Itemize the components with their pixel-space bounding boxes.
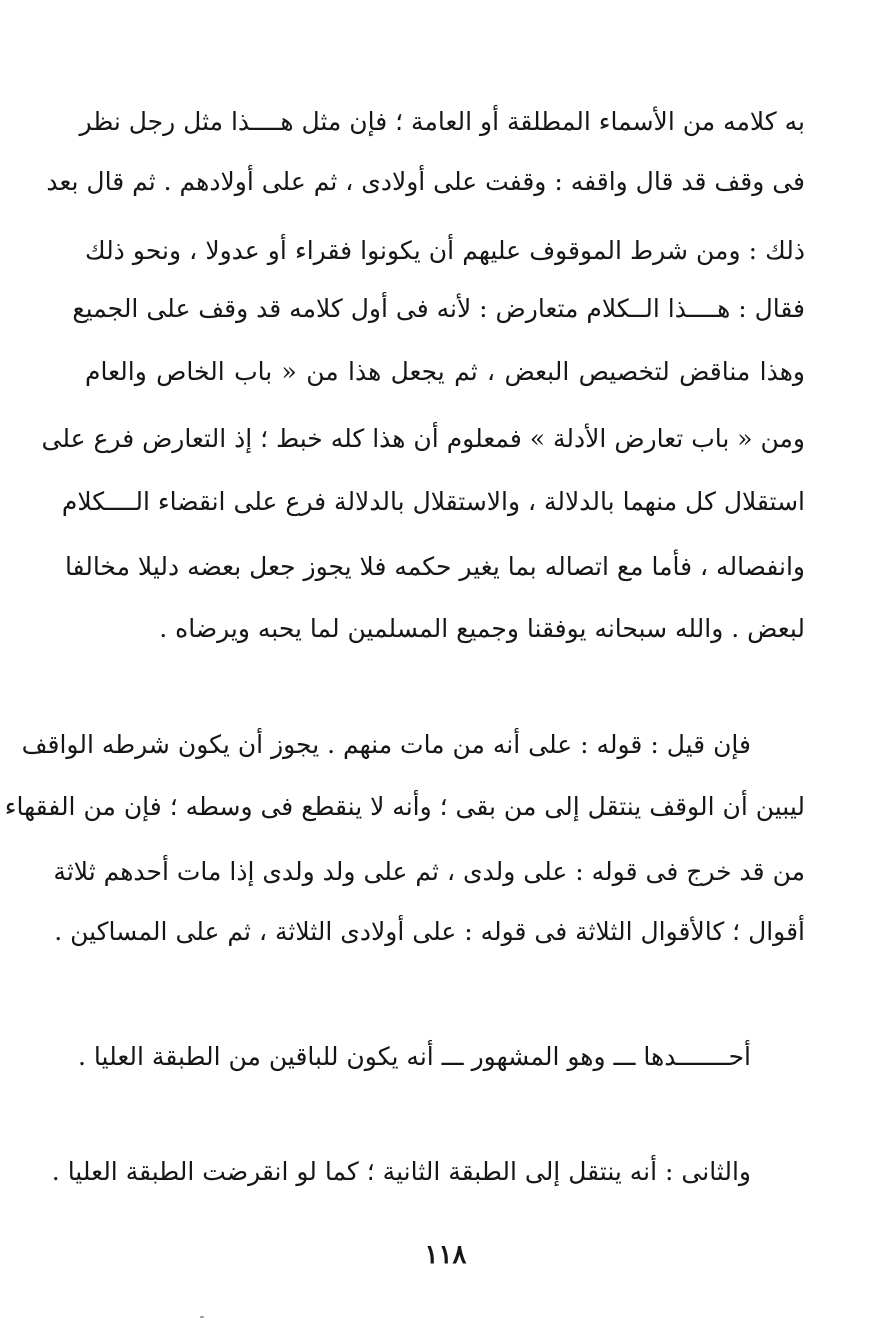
text-line: والثانى : أنه ينتقل إلى الطبقة الثانية ؛ كما لو انقرضت الطبقة العليا . — [51, 1157, 751, 1186]
page-number: ١١٨ — [424, 1240, 467, 1270]
text-line: وانفصاله ، فأما مع اتصاله بما يغير حكمه فلا يجوز جعل بعضه دليلا مخالفا — [64, 552, 805, 581]
text-line: ذلك : ومن شرط الموقوف عليهم أن يكونوا فقراء أو عدولا ، ونحو ذلك — [85, 236, 805, 265]
text-line: فإن قيل : قوله : على أنه من مات منهم . يجوز أن يكون شرطه الواقف — [21, 730, 751, 759]
text-line: استقلال كل منهما بالدلالة ، والاستقلال بالدلالة فرع على انقضاء الــــكلام — [61, 487, 805, 516]
text-line: فقال : هــــذا الــكلام متعارض : لأنه فى أول كلامه قد وقف على الجميع — [72, 294, 805, 323]
scan-speck — [200, 1316, 204, 1318]
text-line: وهذا مناقض لتخصيص البعض ، ثم يجعل هذا من « باب الخاص والعام — [85, 357, 805, 386]
text-line: لبعض . والله سبحانه يوفقنا وجميع المسلمين لما يحبه ويرضاه . — [159, 614, 805, 643]
text-line: به كلامه من الأسماء المطلقة أو العامة ؛ فإن مثل هــــذا مثل رجل نظر — [79, 107, 805, 136]
text-line: أقوال ؛ كالأقوال الثلاثة فى قوله : على أولادى الثلاثة ، ثم على المساكين . — [54, 917, 805, 946]
text-line: من قد خرج فى قوله : على ولدى ، ثم على ولد ولدى إذا مات أحدهم ثلاثة — [53, 857, 805, 886]
text-line: ومن « باب تعارض الأدلة » فمعلوم أن هذا كله خبط ؛ إذ التعارض فرع على — [41, 424, 805, 453]
text-line: ليبين أن الوقف ينتقل إلى من بقى ؛ وأنه لا ينقطع فى وسطه ؛ فإن من الفقهاء — [4, 792, 805, 821]
text-line: فى وقف قد قال واقفه : وقفت على أولادى ، ثم على أولادهم . ثم قال بعد — [46, 167, 805, 196]
text-line: أحـــــــدها ـــ وهو المشهور ـــ أنه يكون للباقين من الطبقة العليا . — [78, 1042, 751, 1071]
